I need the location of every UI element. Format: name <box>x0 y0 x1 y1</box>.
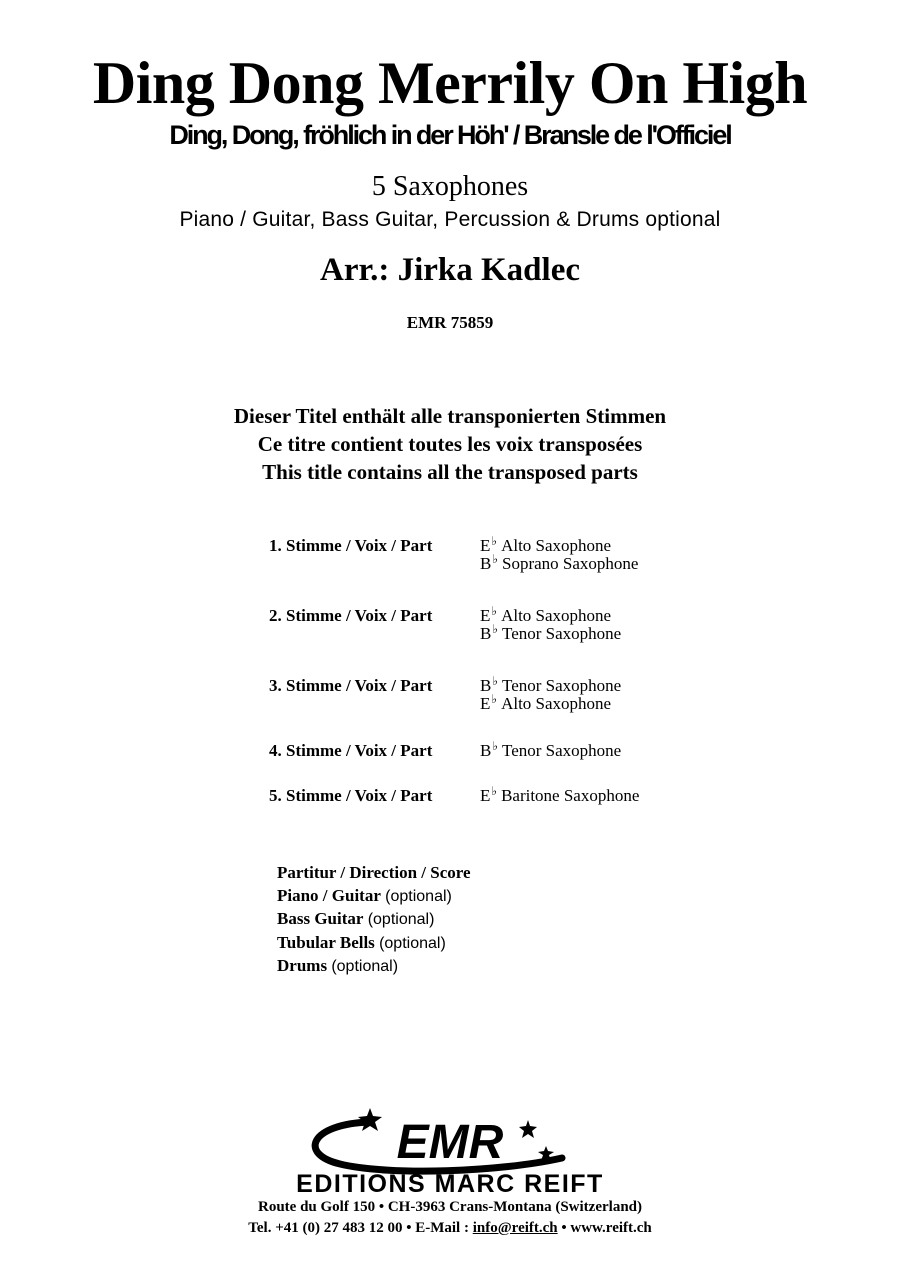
instrumentation: 5 Saxophones <box>371 171 529 202</box>
instrument-name: Alto Saxophone <box>501 694 612 713</box>
part-instruments <box>480 739 622 760</box>
extra-part-name: Piano / Guitar <box>277 885 381 905</box>
instrument-key: E <box>480 536 491 555</box>
extra-part-name: Partitur / Direction / Score <box>277 863 471 882</box>
extra-part-name: Drums <box>277 956 328 976</box>
part-instruments <box>480 674 622 713</box>
page-title: Ding Dong Merrily On High <box>92 50 808 116</box>
part-label: 4. Stimme / Voix / Part <box>269 741 433 760</box>
logo-text: EMR <box>396 1116 504 1169</box>
extra-part-item <box>277 908 471 932</box>
part-instruments <box>480 604 622 643</box>
flat-icon: ♭ <box>491 534 498 548</box>
instrument-line <box>480 784 640 805</box>
optional-instruments: Piano / Guitar, Bass Guitar, Percussion & Drums optional <box>179 208 721 231</box>
instrument-name: Tenor Saxophone <box>502 676 622 695</box>
instrument-line <box>480 692 621 713</box>
notice-german: Dieser Titel enthält alle transponierten Stimmen <box>233 404 667 428</box>
instrument-line <box>480 604 621 625</box>
transposed-parts-notice <box>0 402 900 486</box>
flat-icon: ♭ <box>492 552 499 566</box>
publisher-tel: Tel. +41 (0) 27 483 12 00 • E-Mail : <box>248 1220 469 1236</box>
instrument-key: E <box>480 694 491 713</box>
publisher-address: Route du Golf 150 • CH-3963 Crans-Montana (Switzerland) <box>258 1199 642 1215</box>
instrument-key: B <box>480 624 492 643</box>
extra-part-note: (optional) <box>331 958 399 976</box>
flat-icon: ♭ <box>491 784 498 798</box>
flat-icon: ♭ <box>492 674 499 688</box>
instrument-name: Tenor Saxophone <box>502 741 622 760</box>
publisher-contact <box>0 1219 900 1238</box>
extra-part-note: (optional) <box>385 887 452 905</box>
extra-part-name: Tubular Bells <box>277 932 375 952</box>
flat-icon: ♭ <box>492 622 499 636</box>
extra-part-name: Bass Guitar <box>277 909 364 929</box>
extra-part-item <box>277 932 471 956</box>
part-label: 1. Stimme / Voix / Part <box>269 536 433 555</box>
catalog-code: EMR 75859 <box>406 313 494 332</box>
instrument-name: Tenor Saxophone <box>502 624 622 643</box>
extra-part-note: (optional) <box>367 911 435 929</box>
extra-part-item <box>277 862 471 885</box>
instrument-line <box>480 622 622 643</box>
instrument-key: B <box>480 554 492 573</box>
page-subtitle: Ding, Dong, fröhlich in der Höh' / Bransle de l'Officiel <box>169 120 731 150</box>
part-instruments <box>480 534 639 573</box>
flat-icon: ♭ <box>491 604 498 618</box>
instrument-key: B <box>480 676 492 695</box>
instrument-line <box>480 552 639 573</box>
publisher-name: EDITIONS MARC REIFT <box>296 1170 604 1198</box>
extra-parts-list <box>277 862 471 979</box>
part-label: 5. Stimme / Voix / Part <box>269 786 433 805</box>
instrument-line <box>480 534 638 555</box>
instrument-name: Soprano Saxophone <box>502 554 639 573</box>
instrument-name: Alto Saxophone <box>501 536 612 555</box>
instrument-key: E <box>480 606 491 625</box>
flat-icon: ♭ <box>492 739 499 753</box>
instrument-name: Alto Saxophone <box>501 606 612 625</box>
extra-part-item <box>277 955 471 979</box>
instrument-line <box>480 674 622 695</box>
part-instruments <box>480 784 640 805</box>
arranger: Arr.: Jirka Kadlec <box>320 252 580 288</box>
part-label: 2. Stimme / Voix / Part <box>269 606 433 625</box>
instrument-key: B <box>480 741 492 760</box>
website-link[interactable]: • www.reift.ch <box>561 1220 652 1236</box>
instrument-key: E <box>480 786 491 805</box>
notice-french: Ce titre contient toutes les voix transposées <box>257 432 643 456</box>
extra-part-item <box>277 885 471 909</box>
email-link[interactable]: info@reift.ch <box>472 1220 558 1236</box>
notice-english: This title contains all the transposed parts <box>262 460 638 484</box>
extra-part-note: (optional) <box>379 934 446 952</box>
instrument-line <box>480 739 622 760</box>
flat-icon: ♭ <box>491 692 498 706</box>
part-label: 3. Stimme / Voix / Part <box>269 676 433 695</box>
instrument-name: Baritone Saxophone <box>501 786 640 805</box>
